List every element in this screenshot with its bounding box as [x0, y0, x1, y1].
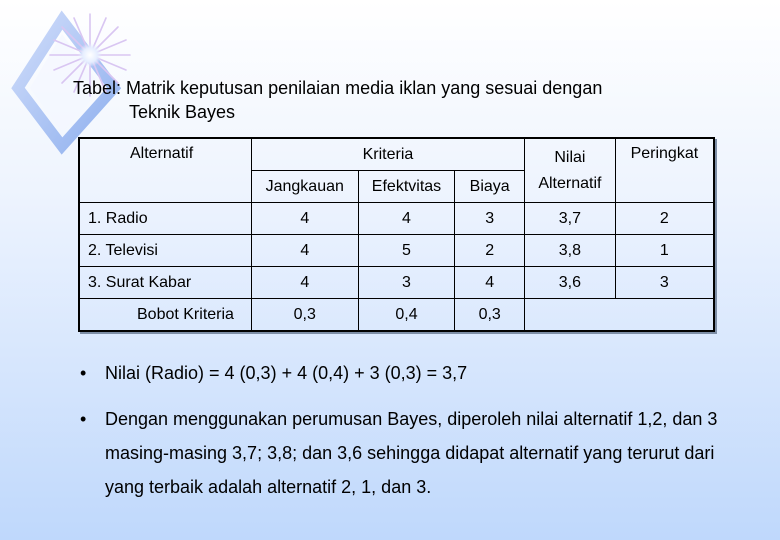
table-row — [79, 267, 714, 299]
cell-efektivitas: 5 — [358, 235, 455, 267]
bullet-item-nilai-radio — [80, 360, 740, 386]
cell-biaya: 2 — [455, 235, 525, 267]
title-line-2: Teknik Bayes — [129, 102, 236, 122]
header-nilai-line2: Alternatif — [538, 174, 602, 192]
bullet-item-kesimpulan — [80, 402, 740, 504]
header-efektivitas: Efektvitas — [358, 171, 455, 203]
bullet-text: Nilai (Radio) = 4 (0,3) + 4 (0,4) + 3 (0,3) = 3,7 — [105, 363, 468, 383]
cell-jangkauan: 4 — [251, 235, 358, 267]
bobot-empty-cell — [525, 299, 616, 332]
cell-efektivitas: 3 — [358, 267, 455, 299]
header-nilai-line1: Nilai — [554, 148, 586, 166]
bullet-marker: • — [80, 409, 87, 429]
cell-peringkat: 3 — [615, 267, 714, 299]
cell-nilai: 3,7 — [525, 203, 616, 235]
table-row — [79, 203, 714, 235]
row-name: 1. Radio — [79, 203, 251, 235]
table-header-row-1 — [79, 138, 714, 171]
header-jangkauan: Jangkauan — [251, 171, 358, 203]
bobot-jangkauan: 0,3 — [251, 299, 358, 332]
cell-biaya: 3 — [455, 203, 525, 235]
bobot-biaya: 0,3 — [455, 299, 525, 332]
decision-matrix-table — [78, 137, 715, 332]
bobot-label: Bobot Kriteria — [137, 305, 234, 323]
table-row — [79, 235, 714, 267]
header-nilai-alternatif — [525, 138, 616, 203]
cell-jangkauan: 4 — [251, 203, 358, 235]
bobot-empty-cell — [615, 299, 714, 332]
cell-efektivitas: 4 — [358, 203, 455, 235]
title-line-1: Tabel: Matrik keputusan penilaian media iklan yang sesuai dengan — [73, 78, 603, 98]
slide-title — [73, 76, 602, 124]
cell-jangkauan: 4 — [251, 267, 358, 299]
header-kriteria: Kriteria — [251, 138, 524, 171]
cell-nilai: 3,8 — [525, 235, 616, 267]
bullet-marker: • — [80, 363, 87, 383]
table-row-bobot — [79, 299, 714, 332]
cell-biaya: 4 — [455, 267, 525, 299]
header-biaya: Biaya — [455, 171, 525, 203]
header-peringkat: Peringkat — [615, 138, 714, 203]
cell-peringkat: 2 — [615, 203, 714, 235]
bullet-list — [80, 360, 740, 504]
bobot-efektivitas: 0,4 — [358, 299, 455, 332]
row-name: 2. Televisi — [79, 235, 251, 267]
row-name: 3. Surat Kabar — [79, 267, 251, 299]
bullet-text: Dengan menggunakan perumusan Bayes, diperoleh nilai alternatif 1,2, dan 3 masing-masing 3,7; 3,8; dan 3,6 sehingga didapat alternatif yang terurut dari yang terbaik adalah alternatif 2, 1, dan 3. — [105, 409, 718, 497]
header-alternatif: Alternatif — [79, 138, 251, 203]
cell-peringkat: 1 — [615, 235, 714, 267]
cell-nilai: 3,6 — [525, 267, 616, 299]
